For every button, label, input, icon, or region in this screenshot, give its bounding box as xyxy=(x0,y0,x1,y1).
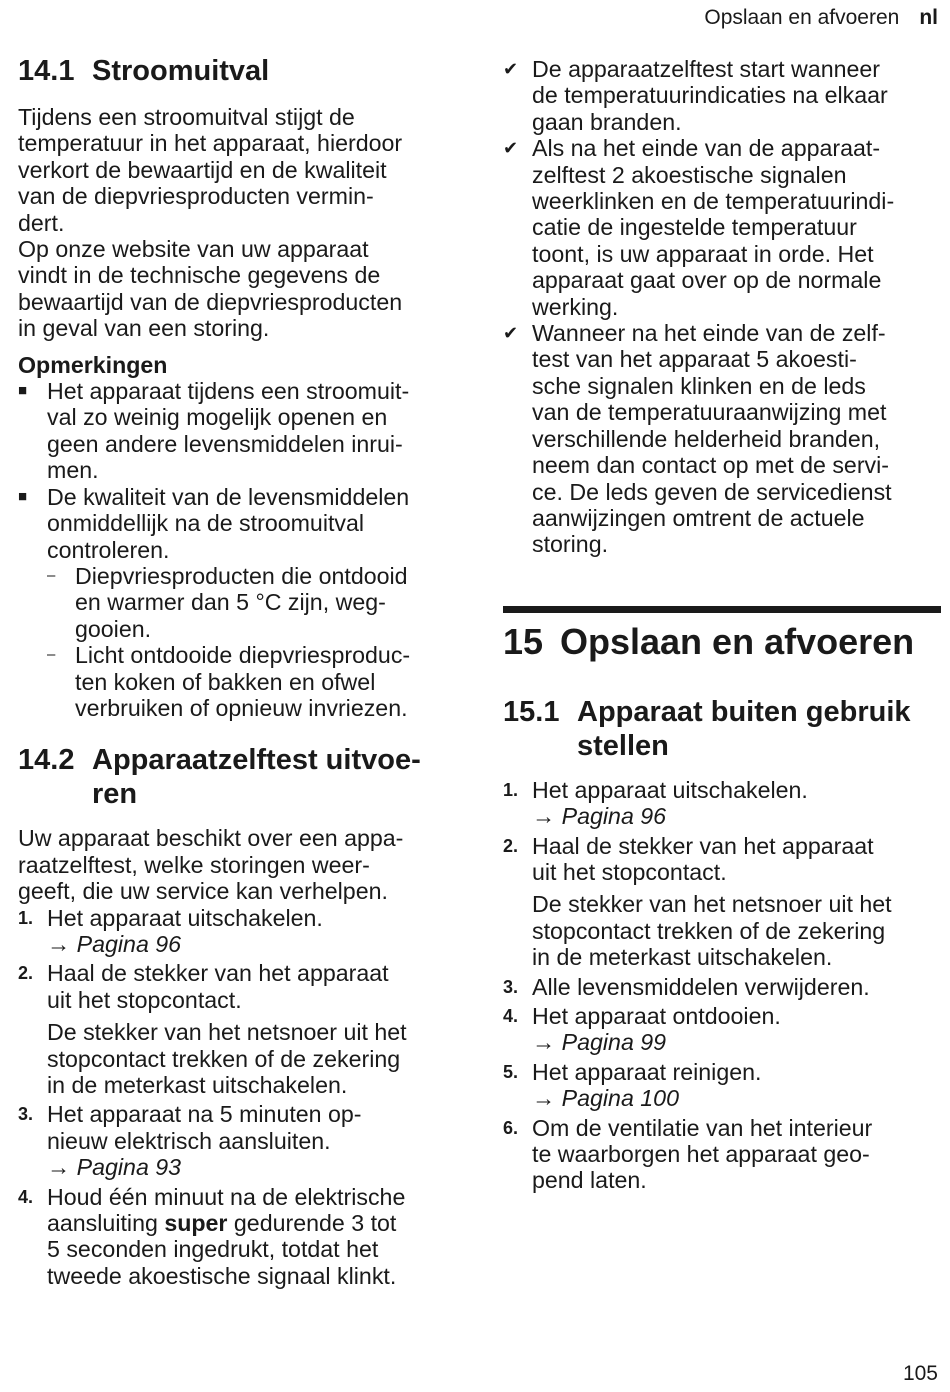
text-line: Licht ontdooide diepvriesproduc- xyxy=(75,642,411,669)
step-item xyxy=(503,974,941,1000)
text-line: 5 seconden ingedrukt, totdat het xyxy=(47,1236,379,1263)
page-reference-link[interactable]: → Pagina 93 xyxy=(47,1154,182,1181)
text-line: De kwaliteit van de levensmiddelen xyxy=(47,483,410,510)
text-line: verkort de bewaartijd en de kwaliteit xyxy=(18,156,387,183)
heading-number: 15 xyxy=(503,620,544,662)
heading-15-1 xyxy=(503,695,941,763)
text-line: werking. xyxy=(532,293,619,320)
text-line: dert. xyxy=(18,209,65,236)
text-line: temperatuur in het apparaat, hierdoor xyxy=(18,130,403,157)
text-line: gooien. xyxy=(75,615,152,642)
heading-title-line: stellen xyxy=(577,729,669,762)
text-line: De stekker van het netsnoer uit het xyxy=(47,1019,407,1046)
step-item xyxy=(503,833,941,971)
checkmark-icon: ✔ xyxy=(503,323,519,344)
text-line: Tijdens een stroomuitval stijgt de xyxy=(18,104,355,130)
text-line: stopcontact trekken of de zekering xyxy=(47,1045,401,1072)
heading-14-1 xyxy=(18,54,458,88)
check-item xyxy=(503,135,941,320)
step-item xyxy=(18,960,458,1098)
text-line: aansluiting super gedurende 3 tot xyxy=(47,1210,397,1237)
step-number: 3. xyxy=(18,1104,34,1125)
text-line: Diepvriesproducten die ontdooid xyxy=(75,562,408,589)
heading-title: Opslaan en afvoeren xyxy=(560,620,915,662)
notes-title: Opmerkingen xyxy=(18,351,168,378)
text-line: tweede akoestische signaal klinkt. xyxy=(47,1262,397,1289)
text-line: en warmer dan 5 °C zijn, weg- xyxy=(75,589,386,616)
arrow-right-icon: → xyxy=(532,1085,556,1112)
button-name-super: super xyxy=(164,1210,228,1237)
arrow-right-icon: → xyxy=(47,930,71,957)
text-line: verschillende helderheid branden, xyxy=(532,425,881,452)
text-line: Als na het einde van de apparaat- xyxy=(532,135,881,162)
bullet-icon: ■ xyxy=(18,382,28,400)
step-number: 6. xyxy=(503,1117,519,1138)
text-line: geen andere levensmiddelen inrui- xyxy=(47,430,403,457)
step-item xyxy=(503,1059,941,1112)
text-line: Houd één minuut na de elektrische xyxy=(47,1183,406,1210)
text-line: verbruiken of opnieuw invriezen. xyxy=(75,694,408,721)
text-line: Het apparaat ontdooien. xyxy=(532,1002,781,1029)
step-number: 2. xyxy=(503,835,519,856)
text-line: uit het stopcontact. xyxy=(47,986,242,1013)
paragraph-power-outage xyxy=(18,104,458,236)
step-item xyxy=(503,777,941,830)
text-line: ce. De leds geven de servicedienst xyxy=(532,478,892,505)
heading-number: 14.1 xyxy=(18,55,75,87)
heading-15 xyxy=(503,621,941,663)
text-line: catie de ingestelde temperatuur xyxy=(532,214,857,241)
text-line: weerklinken en de temperatuurindi- xyxy=(532,188,895,215)
page-reference-link[interactable]: → Pagina 99 xyxy=(532,1029,667,1056)
page-reference-link[interactable]: → Pagina 96 xyxy=(47,930,182,957)
text-line: Het apparaat tijdens een stroomuit- xyxy=(47,378,410,405)
step-number: 5. xyxy=(503,1061,519,1082)
header-language: nl xyxy=(919,6,938,29)
text-line: controleren. xyxy=(47,536,170,563)
text-line: Het apparaat uitschakelen. xyxy=(532,776,808,803)
text-line: stopcontact trekken of de zekering xyxy=(532,917,886,944)
text-line: geeft, die uw service kan verhelpen. xyxy=(18,878,388,905)
list-item xyxy=(18,484,458,722)
step-item xyxy=(18,1184,458,1290)
text-line: in de meterkast uitschakelen. xyxy=(47,1072,348,1098)
text-line: onmiddellijk na de stroomuitval xyxy=(47,510,365,537)
arrow-right-icon: → xyxy=(47,1154,71,1181)
text-line: sche signalen klinken en de leds xyxy=(532,372,866,399)
text-line: De apparaatzelftest start wanneer xyxy=(532,56,881,82)
heading-title-line: Apparaatzelftest uitvoe- xyxy=(92,744,421,777)
text-line: toont, is uw apparaat in orde. Het xyxy=(532,240,874,267)
text-line: pend laten. xyxy=(532,1167,647,1194)
list-item xyxy=(18,378,458,484)
sub-list-item xyxy=(47,563,410,642)
page-number: 105 xyxy=(902,1362,938,1385)
text-line: in geval van een storing. xyxy=(18,315,270,342)
heading-title-line: ren xyxy=(92,778,138,811)
text-line: storing. xyxy=(532,531,609,558)
text-line: Het apparaat na 5 minuten op- xyxy=(47,1101,362,1128)
text-line: De stekker van het netsnoer uit het xyxy=(532,891,892,918)
check-item xyxy=(503,56,941,135)
heading-number: 14.2 xyxy=(18,744,75,777)
step-item xyxy=(18,1101,458,1180)
bullet-icon: ■ xyxy=(18,487,28,505)
checkmark-icon: ✔ xyxy=(503,59,519,79)
arrow-right-icon: → xyxy=(532,803,556,830)
step-item xyxy=(503,1003,941,1056)
running-header xyxy=(704,6,938,30)
page-reference-link[interactable]: → Pagina 100 xyxy=(532,1085,679,1112)
right-column xyxy=(503,56,941,1194)
text-line: nieuw elektrisch aansluiten. xyxy=(47,1127,331,1154)
step-item xyxy=(18,905,458,958)
text-line: uit het stopcontact. xyxy=(532,858,727,885)
text-line: Wanneer na het einde van de zelf- xyxy=(532,320,886,347)
text-line: aanwijzingen omtrent de actuele xyxy=(532,504,865,531)
text-line: Alle levensmiddelen verwijderen. xyxy=(532,973,870,1000)
text-line: men. xyxy=(47,457,99,484)
text-line: gaan branden. xyxy=(532,108,682,135)
text-line: vindt in de technische gegevens de xyxy=(18,262,381,289)
text-line: test van het apparaat 5 akoesti- xyxy=(532,346,857,373)
heading-number: 15.1 xyxy=(503,695,560,728)
text-line: apparaat gaat over op de normale xyxy=(532,267,882,294)
text-line: Om de ventilatie van het interieur xyxy=(532,1114,873,1141)
paragraph-website xyxy=(18,236,458,342)
text-line: Uw apparaat beschikt over een appa- xyxy=(18,825,404,852)
text-line: te waarborgen het apparaat geo- xyxy=(532,1141,870,1167)
sub-list-item xyxy=(47,642,410,721)
step-number: 3. xyxy=(503,976,519,997)
step-number: 1. xyxy=(503,779,519,800)
text-line: bewaartijd van de diepvriesproducten xyxy=(18,288,403,315)
heading-title-line: Apparaat buiten gebruik xyxy=(577,695,911,728)
text-line: ten koken of bakken en ofwel xyxy=(75,668,376,695)
text-line: neem dan contact op met de servi- xyxy=(532,452,890,479)
dash-icon: – xyxy=(47,646,56,664)
step-item xyxy=(503,1115,941,1194)
text-line: zelftest 2 akoestische signalen xyxy=(532,161,847,188)
step-number: 4. xyxy=(18,1186,34,1207)
text-line: van de diepvriesproducten vermin- xyxy=(18,183,374,210)
text-line: Het apparaat uitschakelen. xyxy=(47,904,323,931)
paragraph-self-test-intro xyxy=(18,825,458,904)
left-column xyxy=(18,52,458,1289)
check-item xyxy=(503,320,941,558)
text-line: val zo weinig mogelijk openen en xyxy=(47,404,388,431)
text-line: in de meterkast uitschakelen. xyxy=(532,944,833,971)
step-number: 2. xyxy=(18,963,34,984)
heading-title: Stroomuitval xyxy=(92,55,270,87)
arrow-right-icon: → xyxy=(532,1029,556,1056)
dash-icon: – xyxy=(47,566,56,584)
text-line: Haal de stekker van het apparaat xyxy=(47,960,389,987)
page-reference-link[interactable]: → Pagina 96 xyxy=(532,803,667,830)
header-section-title: Opslaan en afvoeren xyxy=(704,6,900,29)
text-line: raatzelftest, welke storingen weer- xyxy=(18,851,370,878)
text-line: van de temperatuuraanwijzing met xyxy=(532,399,887,426)
section-divider xyxy=(503,606,941,613)
text-line: Het apparaat reinigen. xyxy=(532,1058,762,1085)
text-line: Haal de stekker van het apparaat xyxy=(532,832,874,859)
heading-14-2 xyxy=(18,743,458,811)
checkmark-icon: ✔ xyxy=(503,138,519,159)
text-line: Op onze website van uw apparaat xyxy=(18,236,369,263)
text-line: de temperatuurindicaties na elkaar xyxy=(532,82,888,109)
step-number: 4. xyxy=(503,1005,519,1026)
step-number: 1. xyxy=(18,907,34,928)
